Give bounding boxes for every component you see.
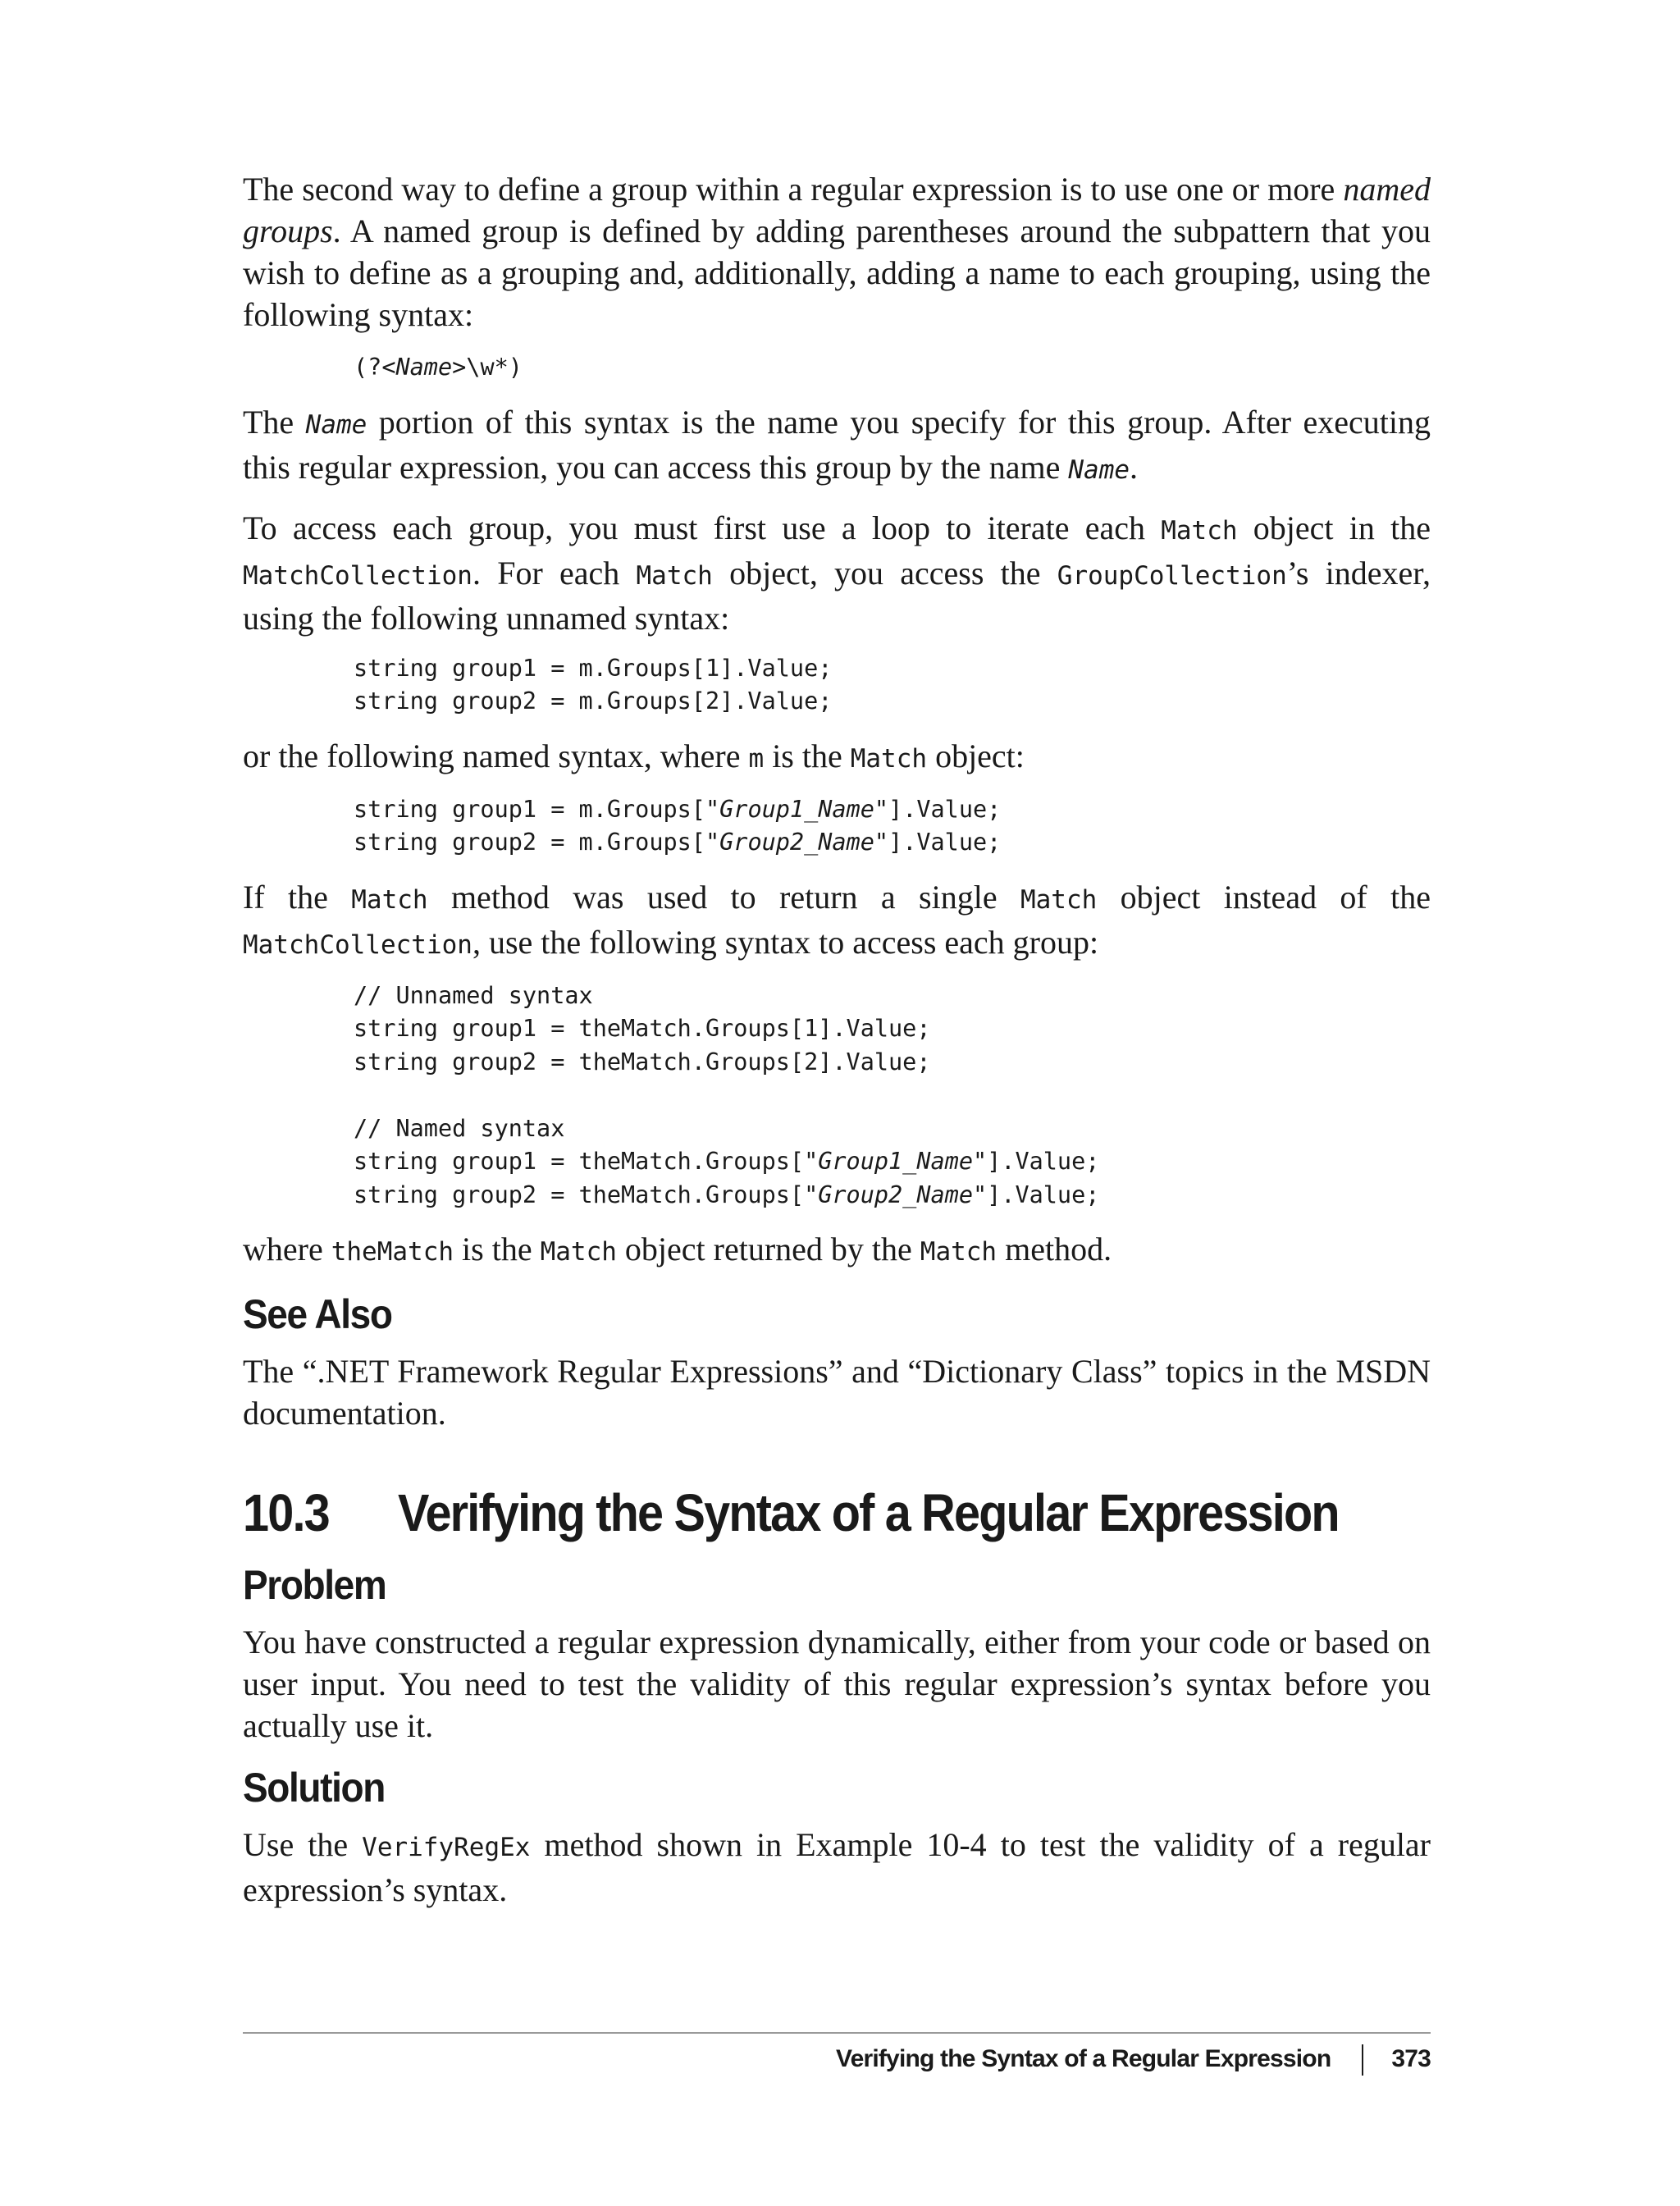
text: The second way to define a group within a regular expression is to use one or more — [243, 171, 1344, 208]
page-number: 373 — [1391, 2045, 1431, 2072]
paragraph-problem: You have constructed a regular expression dynamically, either from your code or based on user input. You need to test the validity of this regular expression’s syntax before you actually use it. — [243, 1624, 1431, 1744]
text: method. — [997, 1231, 1112, 1267]
code-placeholder: Group1_Name — [818, 1148, 973, 1175]
inline-code: Name — [1068, 454, 1130, 485]
inline-code: theMatch — [331, 1237, 454, 1267]
footer-rule — [243, 2032, 1431, 2034]
heading-problem: Problem — [243, 1562, 386, 1608]
running-title: Verifying the Syntax of a Regular Expression — [836, 2045, 1331, 2072]
code-blank-line — [354, 1079, 1431, 1112]
inline-code: Match — [920, 1237, 998, 1267]
code-text: >\w*) — [452, 354, 523, 381]
heading-solution: Solution — [243, 1765, 385, 1811]
inline-code: Name — [305, 409, 368, 440]
text: . For each — [472, 554, 637, 591]
text: portion of this syntax is the name you specify for this group. After executing this regular expression, you can access this group by the name — [243, 403, 1431, 486]
text: object in the — [1237, 509, 1431, 546]
code-block-thematch-syntax — [354, 980, 1431, 1213]
text: or the following named syntax, where — [243, 737, 749, 774]
text: , use the following syntax to access each group: — [472, 923, 1099, 961]
code-comment: // Named syntax — [354, 1114, 565, 1142]
code-line — [354, 1145, 1431, 1179]
text: is the — [454, 1231, 541, 1267]
text: is the — [764, 737, 851, 774]
code-comment: // Unnamed syntax — [354, 981, 593, 1009]
inline-code: Match — [1161, 515, 1238, 546]
code-text: "].Value; — [972, 1148, 1100, 1175]
paragraph-see-also: The “.NET Framework Regular Expressions” and “Dictionary Class” topics in the MSDN documentation. — [243, 1353, 1431, 1432]
code-line: string group1 = m.Groups[1].Value; — [354, 654, 833, 682]
code-text: string group1 = theMatch.Groups[" — [354, 1148, 819, 1175]
inline-code: Match — [636, 560, 713, 591]
code-placeholder: Group2_Name — [818, 1181, 973, 1208]
code-text: string group2 = theMatch.Groups[" — [354, 1181, 819, 1208]
heading-see-also: See Also — [243, 1291, 392, 1337]
paragraph-named-syntax — [243, 735, 1431, 780]
text: object: — [927, 737, 1025, 774]
text: object instead of the — [1097, 878, 1431, 916]
paragraph-access-groups — [243, 507, 1431, 639]
code-line — [354, 826, 1431, 860]
inline-code: Match — [1020, 884, 1098, 915]
paragraph-named-groups — [243, 168, 1431, 336]
code-placeholder: Group2_Name — [719, 829, 874, 856]
text: method was used to return a single — [427, 878, 1020, 916]
code-line: string group2 = m.Groups[2].Value; — [354, 687, 833, 715]
inline-code: m — [748, 743, 765, 774]
section-title: Verifying the Syntax of a Regular Expression — [398, 1483, 1339, 1542]
footer-separator — [1362, 2044, 1363, 2076]
inline-code: Match — [351, 884, 428, 915]
text: To access each group, you must first use a loop to iterate each — [243, 509, 1162, 546]
inline-code: Match — [850, 743, 928, 774]
code-text: "].Value; — [874, 829, 1002, 856]
page-body — [243, 168, 1431, 1926]
code-placeholder: Name — [395, 354, 453, 381]
code-text: "].Value; — [874, 795, 1002, 823]
emphasis-named-groups: named groups — [243, 171, 1431, 249]
section-heading — [243, 1482, 1339, 1544]
code-text: "].Value; — [972, 1181, 1100, 1208]
paragraph-where-thematch — [243, 1228, 1431, 1273]
code-line — [354, 351, 1431, 385]
text: ’s indexer, using the following unnamed syntax: — [243, 554, 1431, 637]
code-text: (?< — [354, 354, 396, 381]
section-number: 10.3 — [243, 1483, 329, 1542]
code-block-named-syntax — [354, 793, 1431, 860]
paragraph-single-match — [243, 876, 1431, 966]
inline-code: VerifyRegEx — [362, 1833, 531, 1862]
inline-code: MatchCollection — [243, 929, 472, 960]
text: If the — [243, 878, 352, 916]
paragraph-name-portion — [243, 401, 1431, 491]
text: . A named group is defined by adding parentheses around the subpattern that you wish to define as a grouping and, additionally, adding a name to each grouping, using the following syntax: — [243, 212, 1431, 333]
code-text: string group2 = m.Groups[" — [354, 829, 720, 856]
text: method shown in Example 10-4 to test the validity of a regular expression’s syntax. — [243, 1826, 1431, 1908]
code-placeholder: Group1_Name — [719, 795, 874, 823]
code-line: string group1 = theMatch.Groups[1].Value; — [354, 1015, 931, 1042]
inline-code: GroupCollection — [1057, 560, 1287, 591]
inline-code: MatchCollection — [243, 560, 472, 591]
text: object, you access the — [712, 554, 1057, 591]
code-block-named-group-syntax — [354, 351, 1431, 385]
text: The — [243, 403, 306, 441]
paragraph-solution — [243, 1824, 1431, 1911]
code-block-unnamed-syntax — [354, 652, 1431, 719]
text: . — [1130, 448, 1139, 486]
code-line: string group2 = theMatch.Groups[2].Value; — [354, 1048, 931, 1076]
inline-code: Match — [540, 1237, 617, 1267]
code-text: string group1 = m.Groups[" — [354, 795, 720, 823]
code-line — [354, 793, 1431, 827]
page-footer — [243, 2044, 1431, 2076]
code-line — [354, 1179, 1431, 1213]
text: object returned by the — [616, 1231, 920, 1267]
text: Use the — [243, 1826, 363, 1863]
text: where — [243, 1231, 331, 1267]
